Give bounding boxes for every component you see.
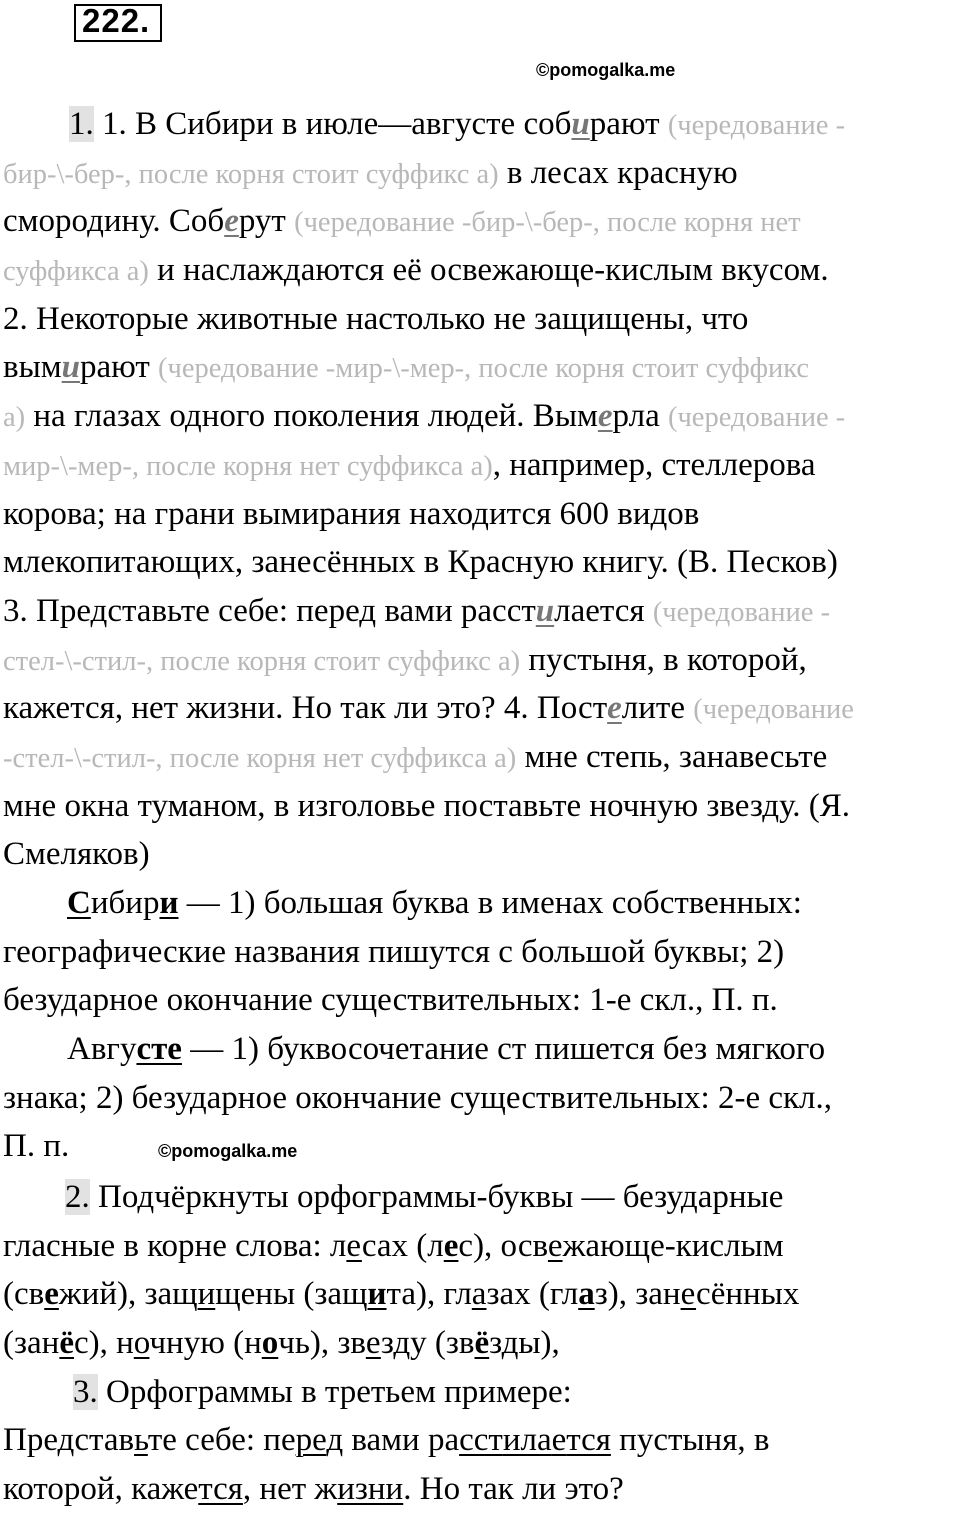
task1-line: 1. 1. В Сибири в июле—августе собирают (чередование - — [69, 106, 846, 142]
watermark: ©pomogalka.me — [158, 1141, 298, 1161]
task2-label: 2. — [65, 1179, 90, 1215]
watermark: ©pomogalka.me — [536, 60, 676, 80]
task1-line: кажется, нет жизни. Но так ли это? 4. Постелите (чередование — [3, 690, 854, 727]
task1-line: мир-\-мер-, после корня нет суффикса а), например, стеллерова — [3, 446, 816, 483]
task2-line: (занёс), ночную (ночь), звезду (звёзды), — [3, 1325, 560, 1362]
task1-line: Смеляков) — [3, 836, 150, 873]
task1-line: -стел-\-стил-, после корня нет суффикса а) мне степь, занавесьте — [3, 738, 828, 775]
explain-line: безударное окончание существительных: 1-е скл., П. п. — [3, 982, 778, 1019]
task1-line: корова; на грани вымирания находится 600 видов — [3, 495, 700, 532]
task1-line: суффикса а) и наслаждаются её освежающе-кислым вкусом. — [3, 252, 829, 289]
task1-line: смородину. Соберут (чередование -бир-\-бер-, после корня нет — [3, 203, 801, 240]
task2-line: гласные в корне слова: лесах (лес), освежающе-кислым — [3, 1227, 784, 1264]
task3-line: Представьте себе: перед вами расстилается пустыня, в — [3, 1422, 770, 1459]
task1-line: мне окна туманом, в изголовье поставьте ночную звезду. (Я. — [3, 787, 851, 824]
task1-line: 2. Некоторые животные настолько не защищены, что — [3, 300, 749, 337]
task1-line: бир-\-бер-, после корня стоит суффикс а) в лесах красную — [3, 154, 738, 191]
task1-line: вымирают (чередование -мир-\-мер-, после корня стоит суффикс — [3, 349, 810, 386]
task2-line: 2. Подчёркнуты орфограммы-буквы — безударные — [65, 1179, 784, 1215]
explain-line: Августе — 1) буквосочетание ст пишется без мягкого — [67, 1031, 826, 1068]
explain-line: знака; 2) безударное окончание существительных: 2-е скл., — [3, 1079, 832, 1116]
task1-line: 3. Представьте себе: перед вами расстилается (чередование - — [3, 592, 831, 629]
explain-line: П. п. — [3, 1128, 70, 1165]
task3-line: которой, кажется, нет жизни. Но так ли это? — [3, 1471, 624, 1508]
task2-line: (свежий), защищены (защита), глазах (глаз), занесённых — [3, 1276, 800, 1313]
explain-line: географические названия пишутся с большой буквы; 2) — [3, 933, 785, 970]
explain-line: Сибири — 1) большая буква в именах собственных: — [67, 885, 802, 921]
task1-line: стел-\-стил-, после корня стоит суффикс а) пустыня, в которой, — [3, 641, 807, 678]
task1-line: млекопитающих, занесённых в Красную книгу. (В. Песков) — [3, 544, 838, 581]
task1-line: а) на глазах одного поколения людей. Вымерла (чередование - — [3, 398, 846, 435]
task2-block — [3, 1173, 960, 1514]
task1-label: 1. — [69, 106, 94, 142]
task3-label: 3. — [73, 1373, 98, 1410]
task1-block — [3, 100, 960, 1171]
task3-line: 3. Орфограммы в третьем примере: — [73, 1373, 572, 1410]
exercise-number: 222. — [82, 2, 151, 39]
